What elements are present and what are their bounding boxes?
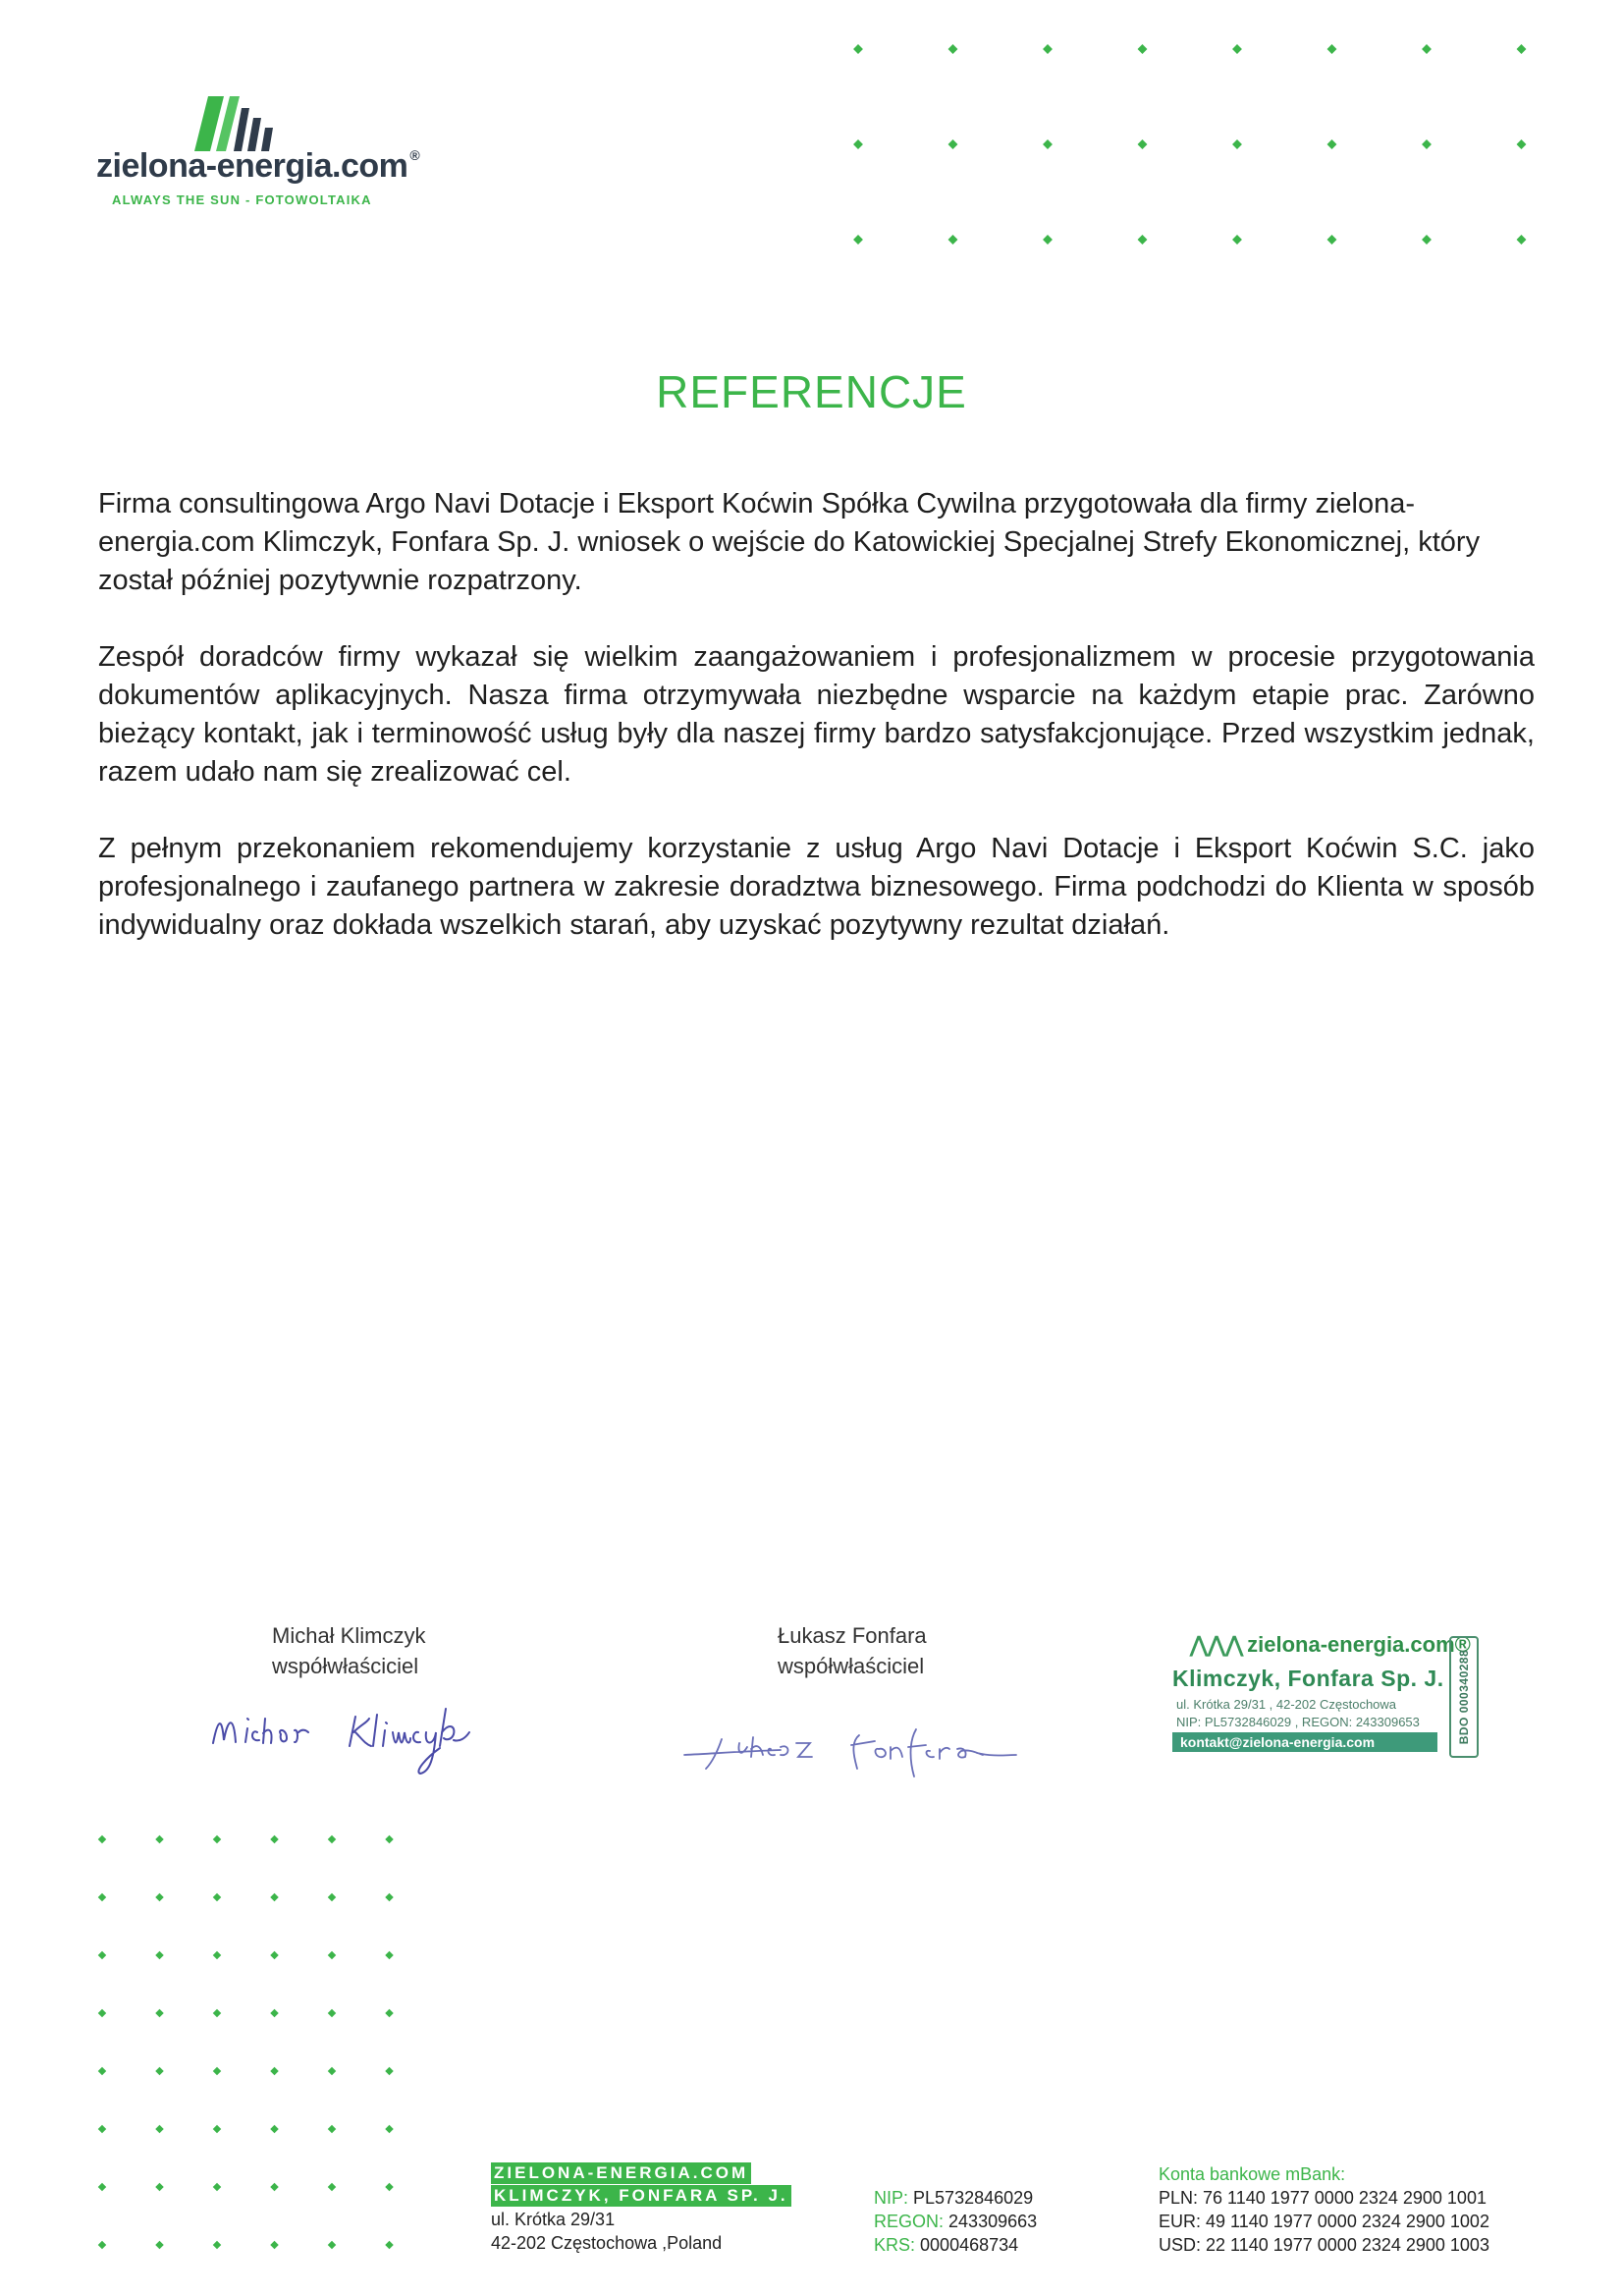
decorative-dot bbox=[1043, 139, 1053, 149]
decorative-dot bbox=[1138, 139, 1148, 149]
decorative-dot bbox=[213, 1835, 221, 1843]
decorative-dot bbox=[385, 1951, 393, 1959]
footer-nip: NIP: PL5732846029 bbox=[874, 2188, 1034, 2208]
decorative-dot bbox=[1422, 235, 1432, 245]
decorative-dot bbox=[270, 1835, 278, 1843]
footer-company-name: ZIELONA-ENERGIA.COM bbox=[491, 2162, 751, 2184]
decorative-dot bbox=[853, 235, 863, 245]
stamp-logo: ⋀⋀⋀ zielona-energia.com® bbox=[1190, 1632, 1471, 1657]
decorative-dot bbox=[1232, 235, 1242, 245]
company-stamp bbox=[1170, 1632, 1483, 1758]
decorative-dot bbox=[98, 1951, 106, 1959]
decorative-dot bbox=[853, 44, 863, 54]
decorative-dot bbox=[98, 2067, 106, 2075]
company-logo bbox=[96, 96, 420, 214]
decorative-dot bbox=[328, 1893, 336, 1901]
decorative-dot bbox=[98, 1893, 106, 1901]
decorative-dot bbox=[1327, 235, 1337, 245]
stamp-bdo: BDO 000340288 bbox=[1457, 1649, 1471, 1745]
decorative-dot bbox=[270, 2067, 278, 2075]
letter-body bbox=[98, 485, 1535, 983]
footer-company-legal: KLIMCZYK, FONFARA SP. J. bbox=[491, 2185, 791, 2207]
decorative-dot bbox=[270, 1893, 278, 1901]
stamp-email: kontakt@zielona-energia.com bbox=[1172, 1732, 1437, 1752]
decorative-dot bbox=[155, 2009, 163, 2017]
decorative-dot bbox=[270, 2009, 278, 2017]
decorative-dot bbox=[98, 2241, 106, 2249]
footer-identifiers bbox=[874, 2186, 1037, 2257]
footer-bank-usd: USD: 22 1140 1977 0000 2324 2900 1003 bbox=[1159, 2235, 1489, 2255]
paragraph: Firma consultingowa Argo Navi Dotacje i Eksport Koćwin Spółka Cywilna przygotowała dla firmy zielona-energia.com Klimczyk, Fonfara Sp. J. wniosek o wejście do Katowickiej Specjalnej Strefy Ekonomicznej, który został później pozytywnie rozpatrzony. bbox=[98, 488, 1481, 596]
decorative-dot bbox=[328, 2125, 336, 2133]
decorative-dot bbox=[1232, 139, 1242, 149]
signatory-role: współwłaściciel bbox=[778, 1654, 925, 1678]
footer-address-line2: 42-202 Częstochowa ,Poland bbox=[491, 2233, 723, 2253]
decorative-dot bbox=[385, 2125, 393, 2133]
paragraph: Zespół doradców firmy wykazał się wielkim zaangażowaniem i profesjonalizmem w procesie przygotowania dokumentów aplikacyjnych. Nasza firma otrzymywała niezbędne wsparcie na każdym etapie prac. Zarówno bieżący kontakt, jak i terminowość usług były dla naszej firmy bardzo satysfakcjonujące. Przed wszystkim jednak, razem udało nam się zrealizować cel. bbox=[98, 641, 1535, 788]
logo-wordmark: zielona-energia.com ® bbox=[96, 147, 420, 185]
page-title: REFERENCJE bbox=[656, 366, 967, 417]
decorative-dot bbox=[1517, 44, 1527, 54]
decorative-dot bbox=[98, 2183, 106, 2191]
logo-tagline: ALWAYS THE SUN - FOTOWOLTAIKA bbox=[112, 192, 372, 207]
decorative-dots-top bbox=[850, 41, 1538, 257]
decorative-dot bbox=[213, 2241, 221, 2249]
decorative-dot bbox=[1422, 44, 1432, 54]
footer-bank-eur: EUR: 49 1140 1977 0000 2324 2900 1002 bbox=[1159, 2212, 1489, 2231]
decorative-dot bbox=[385, 1835, 393, 1843]
decorative-dot bbox=[213, 2067, 221, 2075]
decorative-dot bbox=[155, 2241, 163, 2249]
decorative-dot bbox=[853, 139, 863, 149]
stamp-address: ul. Krótka 29/31 , 42-202 Częstochowa bbox=[1176, 1697, 1397, 1712]
decorative-dot bbox=[1138, 44, 1148, 54]
decorative-dot bbox=[948, 139, 958, 149]
signatory-1 bbox=[272, 1620, 425, 1681]
decorative-dot bbox=[213, 2183, 221, 2191]
decorative-dot bbox=[155, 2183, 163, 2191]
decorative-dot bbox=[270, 2241, 278, 2249]
footer-bank-accounts bbox=[1159, 2162, 1489, 2257]
decorative-dot bbox=[1517, 235, 1527, 245]
decorative-dot bbox=[1232, 44, 1242, 54]
stamp-bdo-box bbox=[1449, 1636, 1479, 1758]
decorative-dot bbox=[385, 2009, 393, 2017]
decorative-dot bbox=[385, 1893, 393, 1901]
footer-address-line1: ul. Krótka 29/31 bbox=[491, 2210, 616, 2229]
decorative-dot bbox=[328, 1951, 336, 1959]
decorative-dot bbox=[155, 1835, 163, 1843]
decorative-dot bbox=[213, 1951, 221, 1959]
stamp-company-name: Klimczyk, Fonfara Sp. J. bbox=[1172, 1666, 1444, 1691]
decorative-dot bbox=[328, 2067, 336, 2075]
signatory-2 bbox=[778, 1620, 927, 1681]
signature-fonfara bbox=[682, 1704, 1046, 1782]
decorative-dot bbox=[98, 1835, 106, 1843]
signatory-role: współwłaściciel bbox=[272, 1654, 419, 1678]
footer-bank-pln: PLN: 76 1140 1977 0000 2324 2900 1001 bbox=[1159, 2188, 1487, 2208]
decorative-dot bbox=[948, 235, 958, 245]
signatory-name: Łukasz Fonfara bbox=[778, 1623, 927, 1648]
decorative-dot bbox=[1517, 139, 1527, 149]
decorative-dot bbox=[213, 1893, 221, 1901]
decorative-dot bbox=[155, 1893, 163, 1901]
decorative-dot bbox=[948, 44, 958, 54]
logo-mark-icon: ⋀⋀⋀ bbox=[1190, 1632, 1244, 1657]
decorative-dot bbox=[155, 2125, 163, 2133]
decorative-dot bbox=[1327, 44, 1337, 54]
decorative-dot bbox=[213, 2125, 221, 2133]
decorative-dot bbox=[328, 1835, 336, 1843]
decorative-dot bbox=[385, 2067, 393, 2075]
stamp-ids: NIP: PL5732846029 , REGON: 243309653 bbox=[1176, 1715, 1420, 1729]
footer-company bbox=[491, 2162, 791, 2255]
footer-krs: KRS: 0000468734 bbox=[874, 2235, 1019, 2255]
decorative-dot bbox=[98, 2125, 106, 2133]
decorative-dot bbox=[270, 2183, 278, 2191]
decorative-dot bbox=[1422, 139, 1432, 149]
decorative-dot bbox=[328, 2241, 336, 2249]
decorative-dots-bottom bbox=[94, 1831, 408, 2264]
footer-bank-header: Konta bankowe mBank: bbox=[1159, 2164, 1346, 2184]
decorative-dot bbox=[1043, 235, 1053, 245]
signature-klimczyk bbox=[208, 1689, 532, 1777]
decorative-dot bbox=[385, 2183, 393, 2191]
decorative-dot bbox=[328, 2009, 336, 2017]
signatory-name: Michał Klimczyk bbox=[272, 1623, 426, 1648]
footer-regon: REGON: 243309663 bbox=[874, 2212, 1038, 2231]
decorative-dot bbox=[98, 2009, 106, 2017]
decorative-dot bbox=[155, 2067, 163, 2075]
logo-mark-icon bbox=[194, 96, 283, 151]
paragraph: Z pełnym przekonaniem rekomendujemy korzystanie z usług Argo Navi Dotacje i Eksport Koćwin S.C. jako profesjonalnego i zaufanego partnera w zakresie doradztwa biznesowego. Firma podchodzi do Klienta w sposób indywidualny oraz dokłada wszelkich starań, aby uzyskać pozytywny rezultat działań. bbox=[98, 833, 1535, 941]
decorative-dot bbox=[213, 2009, 221, 2017]
decorative-dot bbox=[328, 2183, 336, 2191]
decorative-dot bbox=[1138, 235, 1148, 245]
decorative-dot bbox=[1043, 44, 1053, 54]
decorative-dot bbox=[270, 2125, 278, 2133]
decorative-dot bbox=[385, 2241, 393, 2249]
decorative-dot bbox=[1327, 139, 1337, 149]
decorative-dot bbox=[155, 1951, 163, 1959]
decorative-dot bbox=[270, 1951, 278, 1959]
